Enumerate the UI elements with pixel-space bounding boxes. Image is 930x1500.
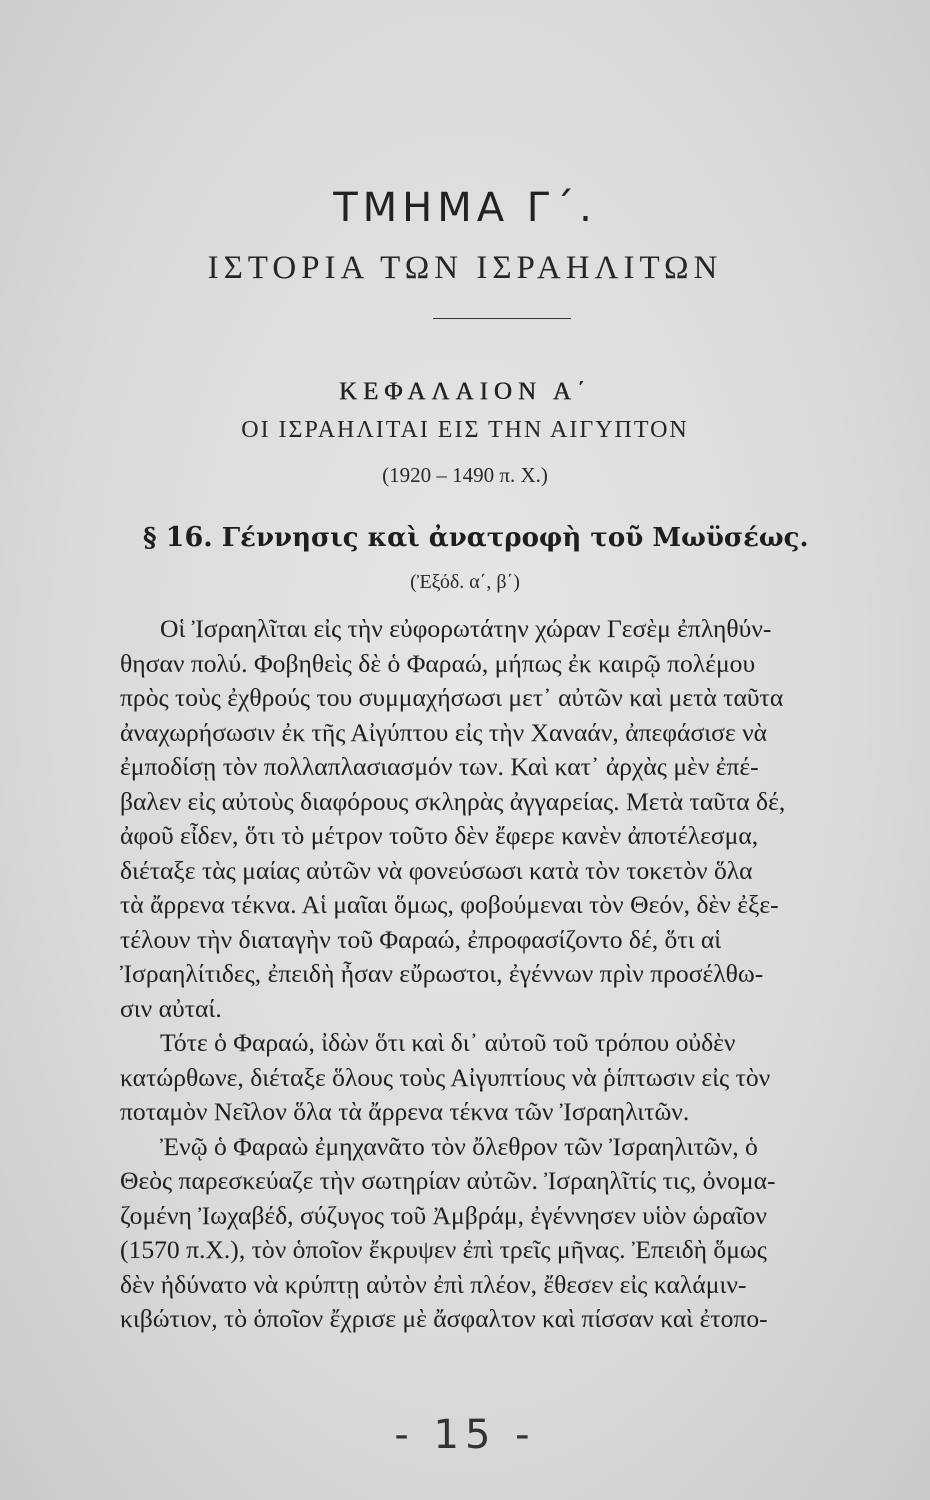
- text-line: Ἰσραηλίτιδες, ἐπειδὴ ἦσαν εὔρωστοι, ἐγέννων πρὶν προσέλθω-: [120, 959, 764, 988]
- text-line: ἀφοῦ εἶδεν, ὅτι τὸ μέτρον τοῦτο δὲν ἔφερε κανὲν ἀποτέλεσμα,: [120, 821, 759, 850]
- text-line: (1570 π.Χ.), τὸν ὁποῖον ἔκρυψεν ἐπὶ τρεῖς μῆνας. Ἐπειδὴ ὅμως: [120, 1235, 767, 1264]
- text-line: ἐμποδίσῃ τὸν πολλαπλασιασμόν των. Καὶ κατ᾽ ἀρχὰς μὲν ἐπέ-: [120, 752, 759, 781]
- text-line: ἀναχωρήσωσιν ἐκ τῆς Αἰγύπτου εἰς τὴν Χαναάν, ἀπεφάσισε νὰ: [120, 717, 768, 747]
- paragraph-heading: [143, 522, 873, 553]
- text-line: κατώρθωνε, διέταξε ὅλους τοὺς Αἰγυπτίους νὰ ῥίπτωσιν εἰς τὸν: [120, 1062, 771, 1092]
- scripture-reference: (Ἐξόδ. α΄, β΄): [410, 571, 520, 593]
- text-line: ποταμὸν Νεῖλον ὅλα τὰ ἄρρενα τέκνα τῶν Ἰσραηλιτῶν.: [120, 1097, 690, 1126]
- text-line: πρὸς τοὺς ἐχθρούς του συμμαχήσωσι μετ᾽ αὐτῶν καὶ μετὰ ταῦτα: [120, 683, 784, 712]
- title-divider: [433, 318, 571, 319]
- body-text: [120, 612, 910, 1337]
- chapter-label: ΚΕΦΑΛΑΙΟΝ Α΄: [338, 378, 592, 405]
- paragraph-number: 16.: [165, 522, 213, 553]
- text-line: διέταξε τὰς μαίας αὐτῶν νὰ φονεύσωσι κατὰ τὸν τοκετὸν ὅλα: [120, 855, 753, 885]
- section-subtitle: ΙΣΤΟΡΙΑ ΤΩΝ ΙΣΡΑΗΛΙΤΩΝ: [207, 250, 723, 286]
- text-line: βαλεν εἰς αὐτοὺς διαφόρους σκληρὰς ἀγγαρείας. Μετὰ ταῦτα δέ,: [120, 786, 786, 816]
- text-line: σιν αὐταί.: [120, 993, 222, 1023]
- page-number: - 15 -: [394, 1412, 536, 1458]
- paragraph-title: Γέννησις καὶ ἀνατροφὴ τοῦ Μωϋσέως.: [221, 523, 809, 553]
- chapter-dates: (1920 – 1490 π. Χ.): [382, 463, 548, 487]
- section-symbol: §: [143, 523, 157, 553]
- text-line: θησαν πολύ. Φοβηθεὶς δὲ ὁ Φαραώ, μήπως ἐκ καιρῷ πολέμου: [120, 648, 756, 678]
- text-line: Οἱ Ἰσραηλῖται εἰς τὴν εὐφορωτάτην χώραν Γεσὲμ ἐπληθύν-: [160, 614, 772, 643]
- text-line: τὰ ἄρρενα τέκνα. Αἱ μαῖαι ὅμως, φοβούμεναι τὸν Θεόν, δὲν ἐξε-: [120, 890, 779, 919]
- text-line: Ἐνῷ ὁ Φαραὼ ἐμηχανᾶτο τὸν ὄλεθρον τῶν Ἰσραηλιτῶν, ὁ: [160, 1131, 758, 1161]
- section-title: ΤΜΗΜΑ Γ΄.: [333, 185, 597, 231]
- text-line: τέλουν τὴν διαταγὴν τοῦ Φαραώ, ἐπροφασίζοντο δέ, ὅτι αἱ: [120, 924, 722, 954]
- body-paragraph-1: [120, 612, 910, 1026]
- body-paragraph-3: [120, 1130, 910, 1337]
- text-line: κιβώτιον, τὸ ὁποῖον ἔχρισε μὲ ἄσφαλτον καὶ πίσσαν καὶ ἐτοπο-: [120, 1304, 768, 1333]
- text-line: ζομένη Ἰωχαβέδ, σύζυγος τοῦ Ἀμβράμ, ἐγέννησεν υἱὸν ὡραῖον: [120, 1200, 767, 1230]
- body-paragraph-2: [120, 1026, 910, 1130]
- text-line: Τότε ὁ Φαραώ, ἰδὼν ὅτι καὶ δι᾽ αὐτοῦ τοῦ τρόπου οὐδὲν: [160, 1028, 736, 1057]
- text-line: δὲν ἠδύνατο νὰ κρύπτῃ αὐτὸν ἐπὶ πλέον, ἔθεσεν εἰς καλάμιν-: [120, 1269, 747, 1299]
- chapter-title: ΟΙ ΙΣΡΑΗΛΙΤΑΙ ΕΙΣ ΤΗΝ ΑΙΓΥΠΤΟΝ: [241, 417, 689, 443]
- text-line: Θεὸς παρεσκεύαζε τὴν σωτηρίαν αὐτῶν. Ἰσραηλῖτίς τις, ὀνομα-: [120, 1166, 776, 1195]
